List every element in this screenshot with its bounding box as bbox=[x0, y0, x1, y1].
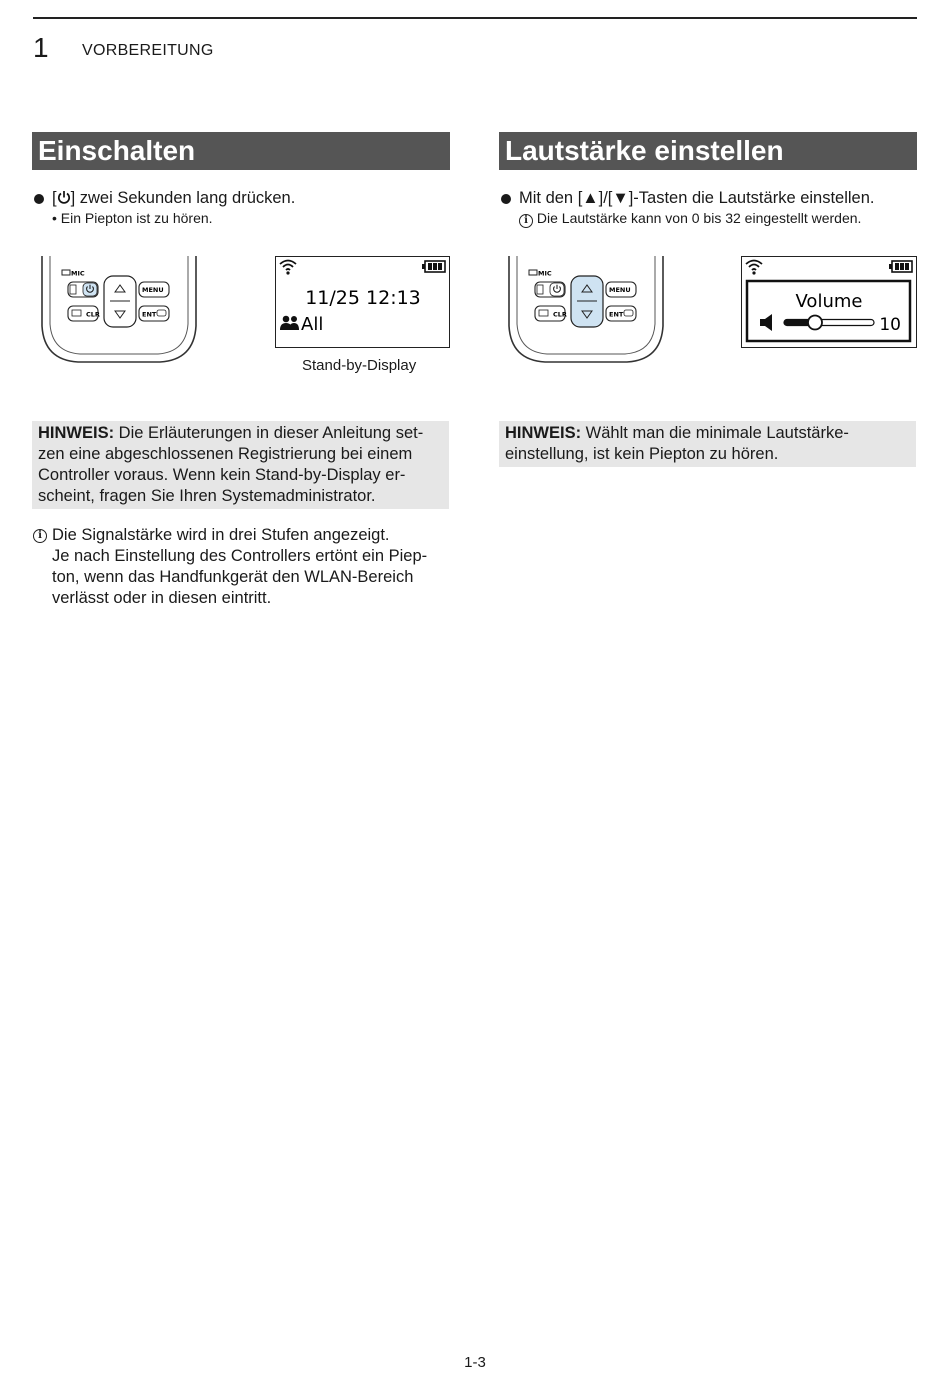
svg-text:MIC: MIC bbox=[538, 269, 552, 278]
info-signal-strength bbox=[32, 525, 470, 609]
hinweis-note-right bbox=[499, 421, 916, 467]
svg-text:CLR: CLR bbox=[553, 310, 567, 319]
info-icon: i bbox=[519, 214, 533, 228]
display-date-time: 11/25 12:13 bbox=[305, 287, 421, 309]
step-text: ] zwei Sekunden lang drücken. bbox=[70, 189, 296, 207]
note-label: HINWEIS: bbox=[505, 424, 582, 442]
standby-display bbox=[275, 256, 450, 348]
ent-label: ENT bbox=[142, 310, 157, 319]
step-sub-note: i Die Lautstärke kann von 0 bis 32 eingestellt werden. bbox=[499, 208, 917, 228]
clr-label: CLR bbox=[86, 310, 100, 319]
info-line: Je nach Einstellung des Controllers ertönt ein Piep- bbox=[52, 547, 428, 565]
display-group: All bbox=[301, 314, 324, 335]
display-caption: Stand-by-Display bbox=[302, 357, 417, 374]
section-volume bbox=[499, 132, 917, 228]
note-text: Die Erläuterungen in dieser Anleitung set-zen eine abgeschlossenen Registrierung bei einem Controller voraus. Wenn kein Stand-by-Display er-scheint, fragen Sie Ihren Systemadministrator. bbox=[38, 424, 424, 505]
volume-value: 10 bbox=[879, 315, 901, 335]
chapter-number: 1 bbox=[33, 32, 49, 63]
radio-illustration-power bbox=[38, 256, 200, 366]
section-heading: Lautstärke einstellen bbox=[499, 132, 917, 170]
step-text: Mit den [▲]/[▼]-Tasten die Lautstärke einstellen. bbox=[519, 189, 875, 207]
svg-text:ENT: ENT bbox=[609, 310, 624, 319]
note-text: Wählt man die minimale Lautstärke-einstellung, ist kein Piepton zu hören. bbox=[505, 424, 849, 463]
header-rule bbox=[33, 17, 917, 19]
page-number: 1-3 bbox=[464, 1354, 486, 1371]
info-icon: i bbox=[33, 529, 47, 543]
section-power-on bbox=[32, 132, 450, 228]
info-line: ton, wenn das Handfunkgerät den WLAN-Bereich bbox=[52, 568, 414, 586]
step-instruction bbox=[32, 188, 450, 208]
menu-label: MENU bbox=[142, 286, 164, 294]
note-label: HINWEIS: bbox=[38, 424, 115, 442]
svg-text:MENU: MENU bbox=[609, 286, 631, 294]
step-sub-note: • Ein Piepton ist zu hören. bbox=[52, 210, 213, 226]
section-heading: Einschalten bbox=[32, 132, 450, 170]
radio-illustration-volume bbox=[505, 256, 667, 366]
volume-title: Volume bbox=[795, 291, 863, 312]
chapter-title: VORBEREITUNG bbox=[82, 42, 214, 59]
info-line: Die Signalstärke wird in drei Stufen angezeigt. bbox=[52, 526, 390, 544]
bullet-icon bbox=[501, 194, 511, 204]
step-instruction bbox=[499, 188, 917, 208]
mic-label: MIC bbox=[71, 269, 85, 278]
bullet-icon bbox=[34, 194, 44, 204]
step-prefix: [ bbox=[52, 189, 57, 207]
power-icon bbox=[57, 190, 71, 205]
info-line: verlässt oder in diesen eintritt. bbox=[52, 589, 272, 607]
volume-display bbox=[741, 256, 917, 348]
hinweis-note-left bbox=[32, 421, 449, 509]
